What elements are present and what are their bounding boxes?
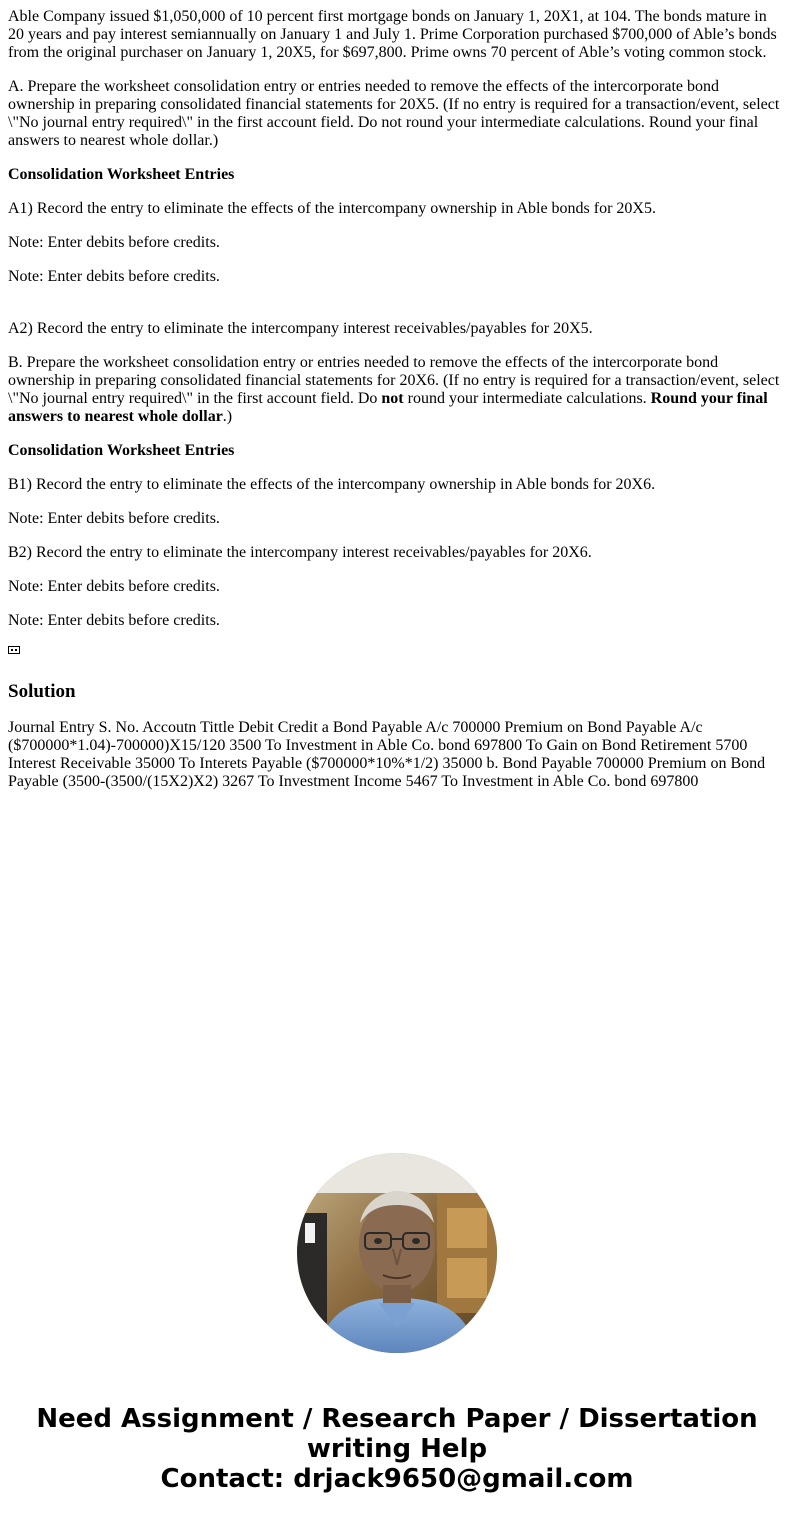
a1-prompt: A1) Record the entry to eliminate the effects of the intercompany ownership in Able bonds for 20X5. — [8, 200, 656, 217]
solution-heading: Solution — [8, 681, 76, 702]
note-a1: Note: Enter debits before credits. — [8, 234, 220, 251]
part-b-text-3: .) — [222, 408, 233, 425]
note-b2-second: Note: Enter debits before credits. — [8, 612, 220, 629]
question-content — [8, 8, 786, 807]
part-a-instructions: A. Prepare the worksheet consolidation entry or entries needed to remove the effects of the intercorporate bond ownership in preparing consolidated financial statements for 20X5. (If no entry is required for a transaction/event, select \"No journal entry required\" in the first account field. Do not round your intermediate calculations. Round your final answers to nearest whole dollar.) — [8, 78, 780, 149]
section-heading-a: Consolidation Worksheet Entries — [8, 166, 235, 183]
part-b-instructions — [8, 354, 786, 426]
author-avatar — [297, 1153, 497, 1353]
b2-prompt: B2) Record the entry to eliminate the intercompany interest receivables/payables for 20X6. — [8, 544, 592, 561]
promo-banner — [0, 1404, 794, 1494]
promo-line-1: Need Assignment / Research Paper / Dissertation — [36, 1404, 758, 1434]
note-b2: Note: Enter debits before credits. — [8, 578, 220, 595]
note-a1-second: Note: Enter debits before credits. — [8, 268, 220, 285]
b1-prompt: B1) Record the entry to eliminate the effects of the intercompany ownership in Able bonds for 20X6. — [8, 476, 656, 493]
part-b-text-1: B. Prepare the worksheet consolidation entry or entries needed to remove the effects of the intercorporate bond ownership in preparing consolidated financial statements for 20X6. (If no entry is required for a transaction/event, select \"No journal entry required\" in the first account field. Do — [8, 354, 780, 407]
broken-image-icon — [8, 646, 20, 654]
author-photo — [297, 1153, 497, 1353]
note-b1: Note: Enter debits before credits. — [8, 510, 220, 527]
section-heading-b: Consolidation Worksheet Entries — [8, 442, 235, 459]
a2-prompt: A2) Record the entry to eliminate the intercompany interest receivables/payables for 20X5. — [8, 320, 593, 337]
spacer — [8, 302, 786, 320]
solution-body: Journal Entry S. No. Accoutn Tittle Debit Credit a Bond Payable A/c 700000 Premium on Bond Payable A/c ($700000*1.04)-700000)X15/120 3500 To Investment in Able Co. bond 697800 To Gain on Bond Retirement 5700 Interest Receivable 35000 To Interets Payable ($700000*10%*1/2) 35000 b. Bond Payable 700000 Premium on Bond Payable (3500-(3500/(15X2)X2) 3267 To Investment Income 5467 To Investment in Able Co. bond 697800 — [8, 719, 766, 790]
part-b-not: not — [381, 390, 404, 407]
part-b-text-2: round your intermediate calculations. — [403, 390, 651, 407]
part-b-bold: Round your final answers to nearest whole dollar — [8, 390, 768, 425]
promo-contact: Contact: drjack9650@gmail.com — [160, 1464, 634, 1494]
promo-line-2: writing Help — [306, 1434, 488, 1464]
question-intro: Able Company issued $1,050,000 of 10 percent first mortgage bonds on January 1, 20X1, at 104. The bonds mature in 20 years and pay interest semiannually on January 1 and July 1. Prime Corporation purchased $700,000 of Able’s bonds from the original purchaser on January 1, 20X5, for $697,800. Prime owns 70 percent of Able’s voting common stock. — [8, 8, 777, 61]
